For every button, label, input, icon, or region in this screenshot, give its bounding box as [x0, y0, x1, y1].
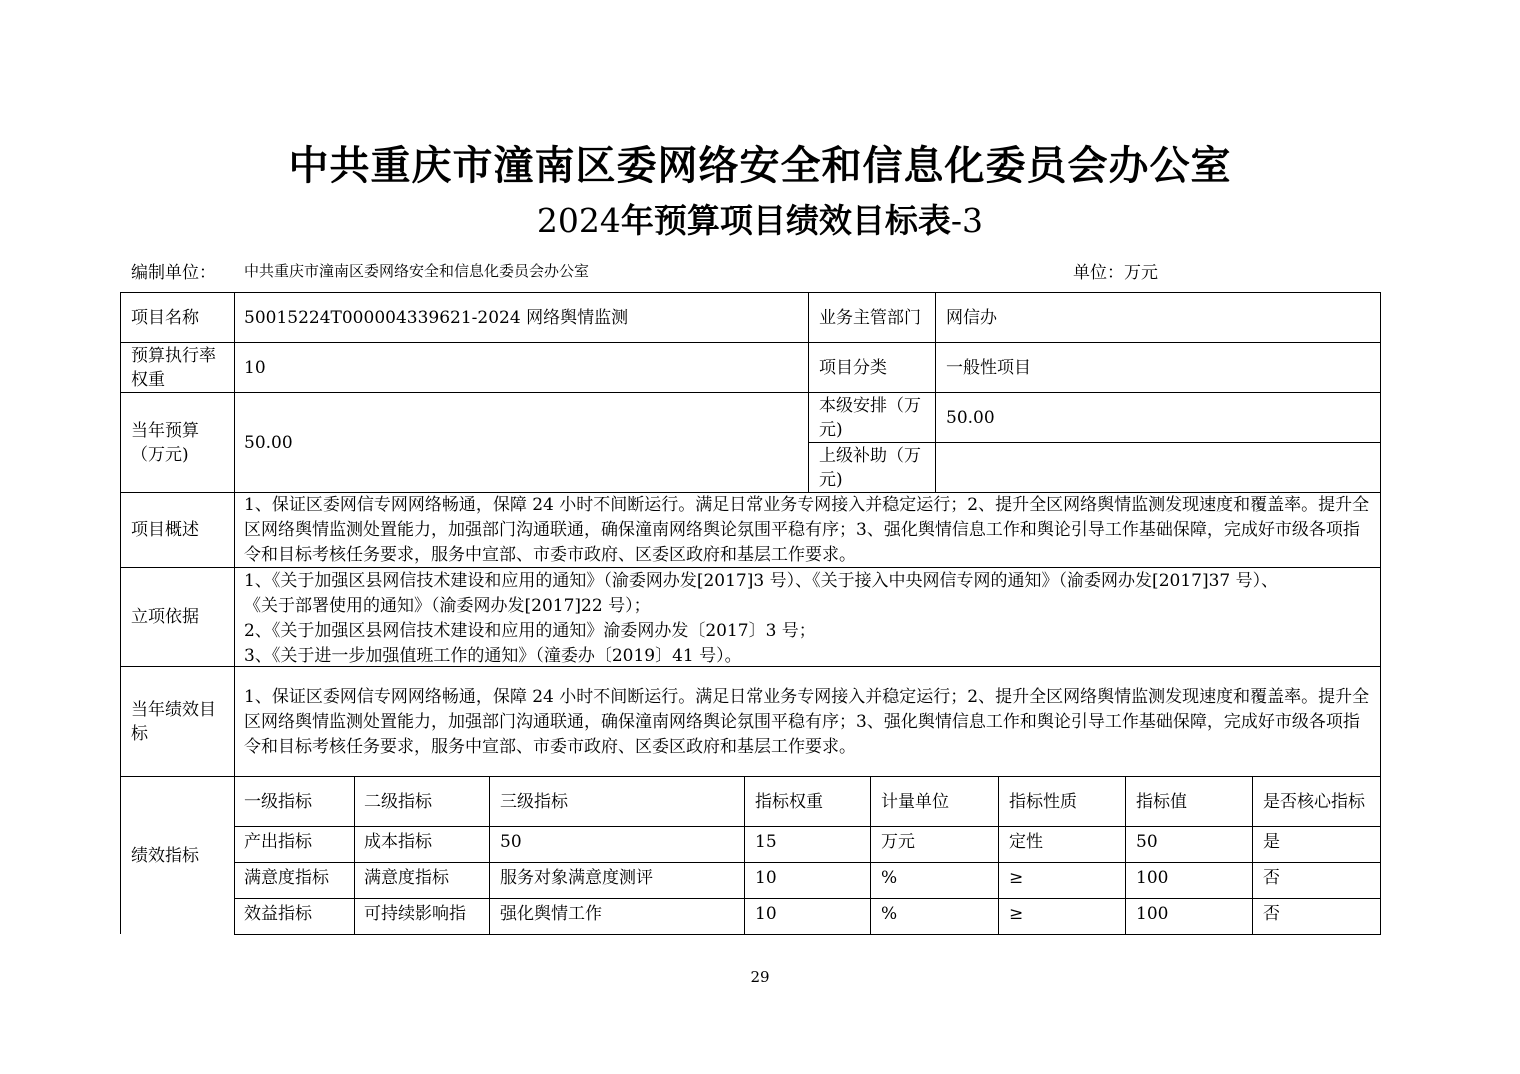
- goal-label: 当年绩效目标: [131, 699, 216, 744]
- indicator-cell: 否: [1263, 868, 1280, 888]
- category-label: 项目分类: [819, 357, 887, 378]
- indicator-cell: 满意度指标: [244, 868, 329, 888]
- basis-line: 1、《关于加强区县网信技术建设和应用的通知》（渝委网办发[2017]3 号）、《关于接入中央网信专网的通知》（渝委网办发[2017]37 号）、: [244, 571, 1279, 591]
- org-value: 中共重庆市潼南区委网络安全和信息化委员会办公室: [244, 262, 590, 280]
- category-value: 一般性项目: [946, 357, 1031, 378]
- indicator-header: 三级指标: [500, 791, 568, 812]
- indicator-header: 二级指标: [364, 791, 432, 812]
- indicator-cell: 否: [1263, 904, 1280, 924]
- indicator-header: 指标值: [1136, 791, 1187, 812]
- overview-text: 1、保证区委网信专网网络畅通，保障 24 小时不间断运行。满足日常业务专网接入并稳定运行；2、提升全区网络舆情监测发现速度和覆盖率。提升全区网络舆情监测处置能力，加强部门沟通联通，确保潼南网络舆论氛围平稳有序；3、强化舆情信息工作和舆论引导工作基础保障，完成好市级各项指令和目标考核任务要求，服务中宣部、市委市政府、区委区政府和基层工作要求。: [244, 495, 1370, 565]
- indicator-cell: 服务对象满意度测评: [500, 868, 653, 888]
- subtitle-text: 年预算项目绩效目标表: [620, 201, 951, 240]
- dept-value: 网信办: [946, 307, 997, 328]
- document-subtitle: [0, 195, 1520, 242]
- local-label: 本级安排（万元): [819, 395, 921, 440]
- org-label: 编制单位：: [131, 263, 216, 283]
- indicator-cell: 成本指标: [364, 832, 432, 852]
- indicator-cell: 100: [1136, 868, 1169, 888]
- basis-text: [244, 569, 1379, 669]
- indicator-cell: %: [881, 904, 898, 924]
- indicator-cell: ≥: [1009, 868, 1024, 888]
- indicator-header: 一级指标: [244, 791, 312, 812]
- indicator-cell: 15: [755, 832, 777, 852]
- overview-label: 项目概述: [131, 520, 199, 540]
- basis-line: 2、《关于加强区县网信技术建设和应用的通知》渝委网办发〔2017〕3 号；: [244, 621, 816, 641]
- local-value: 50.00: [946, 407, 995, 428]
- project-name-value: 50015224T000004339621-2024 网络舆情监测: [244, 307, 629, 328]
- indicator-header: 是否核心指标: [1263, 791, 1365, 812]
- goal-text: 1、保证区委网信专网网络畅通，保障 24 小时不间断运行。满足日常业务专网接入并稳定运行；2、提升全区网络舆情监测发现速度和覆盖率。提升全区网络舆情监测处置能力，加强部门沟通联通，确保潼南网络舆论氛围平稳有序；3、强化舆情信息工作和舆论引导工作基础保障，完成好市级各项指令和目标考核任务要求，服务中宣部、市委市政府、区委区政府和基层工作要求。: [244, 687, 1370, 757]
- page-number: 29: [750, 968, 770, 986]
- upper-value: [946, 443, 1376, 492]
- budget-label: 当年预算（万元): [131, 420, 199, 465]
- basis-label: 立项依据: [131, 607, 199, 627]
- indicator-cell: 100: [1136, 904, 1169, 924]
- indicator-header: 计量单位: [881, 791, 949, 812]
- indicator-cell: 效益指标: [244, 904, 312, 924]
- indicator-cell: 满意度指标: [364, 868, 449, 888]
- indicator-cell: 强化舆情工作: [500, 904, 602, 924]
- indicator-cell: 10: [755, 868, 777, 888]
- subtitle-suffix: -3: [950, 201, 984, 240]
- indicator-cell: 可持续影响指: [364, 904, 466, 924]
- budget-value: 50.00: [244, 432, 293, 453]
- indicator-cell: 产出指标: [244, 832, 312, 852]
- indicator-cell: 定性: [1009, 832, 1043, 852]
- indicator-cell: ≥: [1009, 904, 1024, 924]
- upper-label: 上级补助（万元): [819, 445, 921, 490]
- exec-weight-value: 10: [244, 357, 266, 378]
- indicator-cell: %: [881, 868, 898, 888]
- indicator-header: 指标权重: [755, 791, 823, 812]
- indicator-cell: 是: [1263, 832, 1280, 852]
- indicator-cell: 50: [1136, 832, 1158, 852]
- subtitle-year: 2024: [536, 201, 621, 240]
- indicator-cell: 万元: [881, 832, 915, 852]
- exec-weight-label: 预算执行率权重: [131, 345, 216, 390]
- indicator-label: 绩效指标: [131, 845, 199, 866]
- indicator-header: 指标性质: [1009, 791, 1077, 812]
- indicator-cell: 10: [755, 904, 777, 924]
- unit-label: 单位：万元: [1073, 263, 1158, 283]
- basis-line: 《关于部署使用的通知》（渝委网办发[2017]22 号）；: [244, 596, 651, 616]
- indicator-cell: 50: [500, 832, 522, 852]
- dept-label: 业务主管部门: [819, 307, 921, 328]
- document-title: 中共重庆市潼南区委网络安全和信息化委员会办公室: [288, 143, 1232, 189]
- project-name-label: 项目名称: [131, 307, 199, 328]
- basis-line: 3、《关于进一步加强值班工作的通知》（潼委办〔2019〕41 号）。: [244, 646, 742, 666]
